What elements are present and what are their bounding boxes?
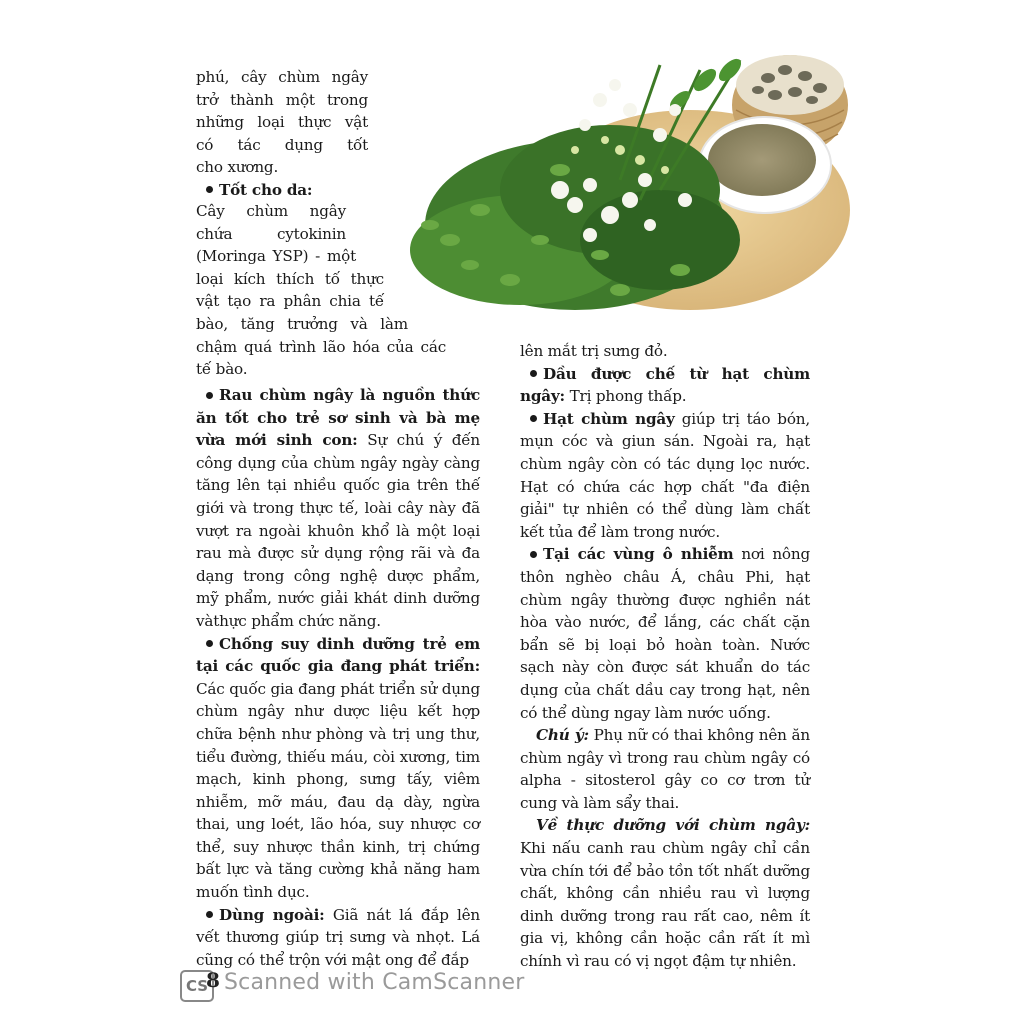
bullet-icon	[530, 551, 537, 558]
text-line: bào, tăng trưởng và làm	[196, 315, 408, 333]
malnutrition-paragraph: Chống suy dinh dưỡng trẻ em tại các quốc gia đang phát triển: Các quốc gia đang phát triển sử dụng chùm ngây như dược liệu kết hợp chữa bệnh như phòng và trị ung thư, tiểu đường, thiếu máu, còi xương, tim mạch, kinh phong, sưng tấy, viêm nhiễm, mỡ máu, đau dạ dày, ngừa thai, ung loét, lão hóa, suy nhược cơ thể, suy nhược thần kinh, trị chứng bất lực và tăng cường khả năng ham muốn tình dục.	[196, 634, 480, 902]
camscanner-logo-icon: CS	[180, 970, 214, 1002]
bullet-icon	[206, 911, 213, 918]
text-line: chậm quá trình lão hóa của các	[196, 337, 446, 356]
external-use-paragraph: Dùng ngoài: Giã nát lá đắp lên vết thương giúp trị sưng và nhọt. Lá cũng có thể trộn với mật ong để đắp	[196, 905, 480, 969]
cooking-paragraph: Về thực dưỡng với chùm ngây: Khi nấu canh rau chùm ngây chỉ cần vừa chín tới để bảo tồn tốt nhất dưỡng chất, không cần nhiều rau vì lượng dinh dưỡng trong rau rất cao, nêm ít gia vị, không cần hoặc cần rất ít mì chính vì rau có vị ngọt đậm tự nhiên.	[520, 816, 810, 971]
continuation-line: lên mắt trị sưng đỏ.	[520, 342, 668, 360]
text-line: phú, cây chùm ngây	[196, 68, 368, 86]
scanner-watermark: Scanned with CamScanner	[224, 970, 525, 995]
skin-text-narrow	[196, 200, 386, 313]
left-column	[196, 384, 480, 971]
text-line: vật tạo ra phân chia tế	[196, 292, 384, 311]
text-line: những loại thực vật	[196, 113, 368, 132]
text-line: có tác dụng tốt	[196, 135, 368, 154]
moringa-leaves	[410, 55, 745, 310]
infant-paragraph: Rau chùm ngây là nguồn thức ăn tốt cho trẻ sơ sinh và bà mẹ vừa mới sinh con: Sự chú ý đến công dụng của chùm ngây ngày càng tăng lên tại nhiều quốc gia trên thế giới và trong thực tế, loài cây này đã vượt ra ngoài khuôn khổ là một loại rau mà được sử dụng rộng rãi và đa dạng trong công nghệ dược phẩm, mỹ phẩm, nước giải khát dinh dưỡng vàthực phẩm chức năng.	[196, 386, 480, 630]
bullet-icon	[530, 370, 537, 377]
bullet-icon	[206, 640, 213, 647]
skin-heading: Tốt cho da:	[196, 179, 368, 202]
left-top-text	[196, 66, 368, 202]
text-line: Cây chùm ngây	[196, 202, 346, 220]
oil-paragraph: Dầu được chế từ hạt chùm ngây: Trị phong thấp.	[520, 364, 810, 406]
skin-text-wide	[196, 313, 446, 381]
text-line: (Moringa YSP) - một	[196, 247, 356, 266]
text-line: chứa cytokinin	[196, 224, 346, 243]
bullet-icon	[206, 392, 213, 399]
text-line: trở thành một trong	[196, 90, 368, 109]
moringa-photo	[360, 40, 850, 330]
right-column	[520, 340, 810, 973]
bullet-icon	[206, 186, 213, 193]
text-line: tế bào.	[196, 360, 248, 379]
polluted-paragraph: Tại các vùng ô nhiễm nơi nông thôn nghèo châu Á, châu Phi, hạt chùm ngây thường được nghiền nát hòa vào nước, để lắng, các chất cặn bẩn sẽ bị loại bỏ hoàn toàn. Nước sạch này còn được sát khuẩn do tác dụng của chất dầu cay trong hạt, nên có thể dùng ngay làm nước uống.	[520, 545, 810, 722]
seed-paragraph: Hạt chùm ngây giúp trị táo bón, mụn cóc và giun sán. Ngoài ra, hạt chùm ngây còn có tác dụng lọc nước. Hạt có chứa các hợp chất "đa điện giải" tự nhiên có thể dùng làm chất kết tủa để làm trong nước.	[520, 409, 810, 541]
page-number: 8	[206, 968, 220, 992]
text-line: cho xương.	[196, 158, 279, 177]
note-paragraph: Chú ý: Phụ nữ có thai không nên ăn chùm ngây vì trong rau chùm ngây có alpha - sitosterol gây co cơ trơn tử cung và làm sẩy thai.	[520, 726, 810, 812]
bullet-icon	[530, 415, 537, 422]
text-line: loại kích thích tố thực	[196, 269, 384, 288]
page-footer	[180, 964, 620, 1004]
